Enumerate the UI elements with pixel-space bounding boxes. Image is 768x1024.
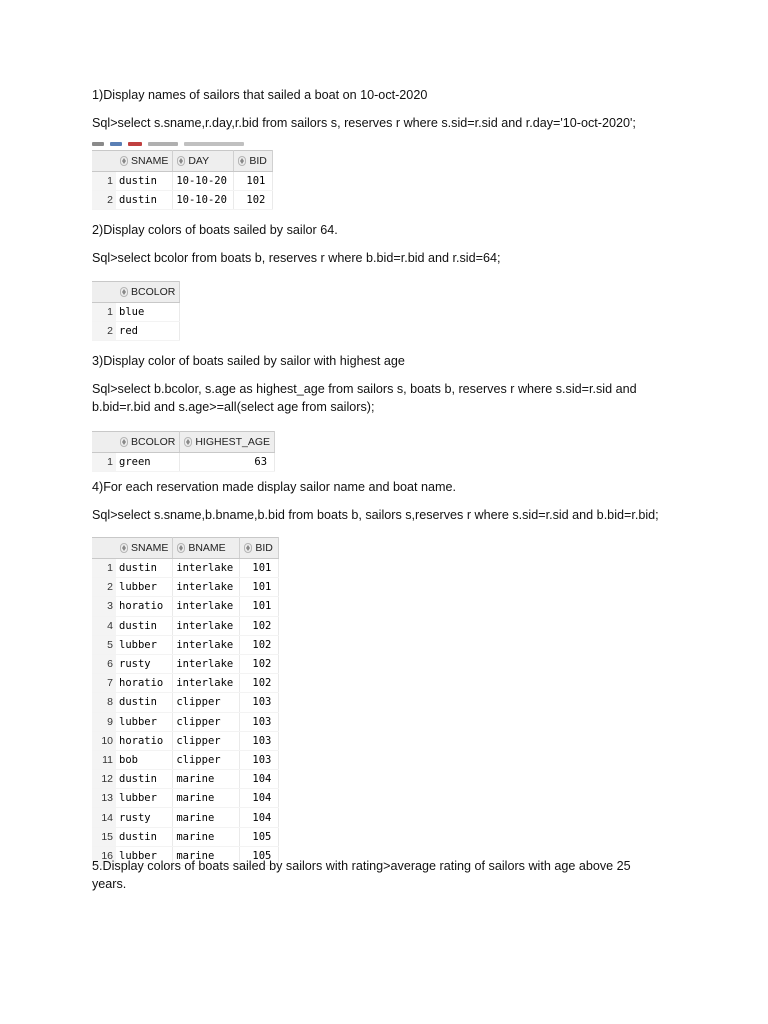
cell-bname: marine — [173, 789, 240, 808]
row-number: 14 — [92, 808, 116, 827]
column-header-label: BCOLOR — [131, 436, 176, 448]
result-table-4 — [92, 537, 279, 866]
cell-sname: dustin — [116, 827, 173, 846]
cell-day: 10-10-20 — [173, 191, 234, 210]
cell-bcolor: red — [116, 322, 180, 341]
question-1: 1)Display names of sailors that sailed a boat on 10-oct-2020 — [92, 88, 428, 102]
sort-icon — [184, 437, 192, 447]
table-row[interactable] — [92, 191, 273, 210]
sort-icon — [120, 156, 128, 166]
sort-icon — [177, 543, 185, 553]
table-row[interactable] — [92, 172, 273, 191]
sql-2: Sql>select bcolor from boats b, reserves r where b.bid=r.bid and r.sid=64; — [92, 251, 501, 265]
sort-icon — [120, 287, 128, 297]
table-row[interactable] — [92, 674, 279, 693]
row-number: 1 — [92, 172, 116, 191]
cell-day: 10-10-20 — [173, 172, 234, 191]
row-number-header — [92, 282, 116, 303]
cell-bid: 103 — [240, 731, 279, 750]
table-row[interactable] — [92, 731, 279, 750]
table-row[interactable] — [92, 827, 279, 846]
cell-bid: 102 — [234, 191, 273, 210]
cell-bid: 103 — [240, 693, 279, 712]
cell-bname: marine — [173, 770, 240, 789]
column-header-day[interactable] — [173, 151, 234, 172]
cell-bname: clipper — [173, 750, 240, 769]
cell-bid: 104 — [240, 789, 279, 808]
column-header-highest-age[interactable] — [180, 432, 275, 453]
cell-bname: clipper — [173, 731, 240, 750]
toolbar-icon — [92, 142, 104, 146]
cell-bcolor: green — [116, 453, 180, 472]
toolbar-icon — [110, 142, 122, 146]
row-number: 15 — [92, 827, 116, 846]
row-number: 1 — [92, 303, 116, 322]
column-header-sname[interactable] — [116, 538, 173, 559]
cell-bname: marine — [173, 827, 240, 846]
row-number: 13 — [92, 789, 116, 808]
cell-bid: 102 — [240, 654, 279, 673]
row-number: 11 — [92, 750, 116, 769]
cell-bid: 101 — [240, 597, 279, 616]
row-number: 2 — [92, 578, 116, 597]
cell-sname: dustin — [116, 616, 173, 635]
cell-sname: dustin — [116, 172, 173, 191]
cell-bid: 102 — [240, 616, 279, 635]
row-number-header — [92, 432, 116, 453]
cell-sname: dustin — [116, 559, 173, 578]
row-number: 10 — [92, 731, 116, 750]
cell-bid: 104 — [240, 770, 279, 789]
cell-sname: horatio — [116, 731, 173, 750]
column-header-label: HIGHEST_AGE — [195, 436, 271, 448]
column-header-label: BCOLOR — [131, 286, 176, 298]
row-number: 1 — [92, 453, 116, 472]
question-3: 3)Display color of boats sailed by sailor with highest age — [92, 354, 405, 368]
table-row[interactable] — [92, 597, 279, 616]
cell-sname: dustin — [116, 770, 173, 789]
row-number: 3 — [92, 597, 116, 616]
row-number: 4 — [92, 616, 116, 635]
cell-bname: interlake — [173, 674, 240, 693]
toolbar-icon — [184, 142, 244, 146]
row-number: 2 — [92, 322, 116, 341]
column-header-bname[interactable] — [173, 538, 240, 559]
table-row[interactable] — [92, 789, 279, 808]
cell-bid: 101 — [234, 172, 273, 191]
table-row[interactable] — [92, 770, 279, 789]
cell-sname: dustin — [116, 191, 173, 210]
cell-bname: interlake — [173, 559, 240, 578]
cell-bname: interlake — [173, 654, 240, 673]
cell-bid: 103 — [240, 750, 279, 769]
table-row[interactable] — [92, 635, 279, 654]
question-4: 4)For each reservation made display sailor name and boat name. — [92, 480, 457, 494]
cell-sname: horatio — [116, 674, 173, 693]
cell-bid: 105 — [240, 827, 279, 846]
cell-bid: 104 — [240, 808, 279, 827]
column-header-label: DAY — [188, 155, 210, 167]
row-number-header — [92, 538, 116, 559]
cell-sname: lubber — [116, 578, 173, 597]
cell-bid: 105 — [240, 846, 279, 865]
cell-sname: lubber — [116, 846, 173, 865]
cell-bname: interlake — [173, 635, 240, 654]
cell-bid: 101 — [240, 578, 279, 597]
row-number: 7 — [92, 674, 116, 693]
cell-sname: rusty — [116, 808, 173, 827]
sql-4: Sql>select s.sname,b.bname,b.bid from boats b, sailors s,reserves r where s.sid=r.sid and b.bid=r.bid; — [92, 508, 659, 522]
sql-1: Sql>select s.sname,r.day,r.bid from sailors s, reserves r where s.sid=r.sid and r.day='10-oct-2020'; — [92, 116, 636, 130]
row-number: 5 — [92, 635, 116, 654]
sql-3: Sql>select b.bcolor, s.age as highest_age from sailors s, boats b, reserves r where s.sid=r.sid and b.bid=r.bid and s.age>=all(select age from sailors); — [92, 382, 637, 414]
cell-sname: lubber — [116, 635, 173, 654]
cell-bid: 102 — [240, 635, 279, 654]
cell-bname: marine — [173, 808, 240, 827]
cell-bcolor: blue — [116, 303, 180, 322]
cell-bname: clipper — [173, 693, 240, 712]
cell-bname: marine — [173, 846, 240, 865]
result-table-3 — [92, 431, 275, 472]
sort-icon — [120, 543, 128, 553]
table-row[interactable] — [92, 578, 279, 597]
row-number: 8 — [92, 693, 116, 712]
table-row[interactable] — [92, 808, 279, 827]
cell-sname: bob — [116, 750, 173, 769]
row-number: 1 — [92, 559, 116, 578]
toolbar-strip — [92, 138, 280, 146]
table-row[interactable] — [92, 322, 180, 341]
cell-bid: 102 — [240, 674, 279, 693]
column-header-sname[interactable] — [116, 151, 173, 172]
cell-bname: clipper — [173, 712, 240, 731]
column-header-label: BNAME — [188, 542, 226, 554]
sort-icon — [238, 156, 246, 166]
toolbar-icon — [128, 142, 142, 146]
toolbar-icon — [148, 142, 178, 146]
table-row[interactable] — [92, 693, 279, 712]
column-header-label: SNAME — [131, 155, 169, 167]
cell-sname: lubber — [116, 789, 173, 808]
row-number: 9 — [92, 712, 116, 731]
row-number: 12 — [92, 770, 116, 789]
table-row[interactable] — [92, 750, 279, 769]
cell-sname: dustin — [116, 693, 173, 712]
sort-icon — [120, 437, 128, 447]
sort-icon — [177, 156, 185, 166]
row-number: 2 — [92, 191, 116, 210]
column-header-bcolor[interactable] — [116, 282, 180, 303]
table-header-row — [92, 432, 275, 453]
cell-sname: horatio — [116, 597, 173, 616]
cell-bname: interlake — [173, 616, 240, 635]
cell-sname: rusty — [116, 654, 173, 673]
row-number-header — [92, 151, 116, 172]
table-row[interactable] — [92, 453, 275, 472]
column-header-label: BID — [255, 542, 273, 554]
column-header-label: SNAME — [131, 542, 169, 554]
table-header-row — [92, 151, 273, 172]
table-header-row — [92, 538, 279, 559]
cell-bname: interlake — [173, 597, 240, 616]
column-header-bid[interactable] — [234, 151, 273, 172]
cell-sname: lubber — [116, 712, 173, 731]
row-number: 6 — [92, 654, 116, 673]
cell-bid: 103 — [240, 712, 279, 731]
table-row[interactable] — [92, 654, 279, 673]
cell-bname: interlake — [173, 578, 240, 597]
table-row[interactable] — [92, 559, 279, 578]
sort-icon — [244, 543, 252, 553]
result-table-2 — [92, 281, 180, 341]
cell-highest-age: 63 — [180, 453, 275, 472]
column-header-label: BID — [249, 155, 267, 167]
column-header-bcolor[interactable] — [116, 432, 180, 453]
result-table-1 — [92, 150, 273, 210]
table-row[interactable] — [92, 712, 279, 731]
question-5: 5.Display colors of boats sailed by sailors with rating>average rating of sailors with age above 25 years. — [92, 859, 631, 891]
cell-bid: 101 — [240, 559, 279, 578]
column-header-bid[interactable] — [240, 538, 279, 559]
question-2: 2)Display colors of boats sailed by sailor 64. — [92, 223, 338, 237]
table-row[interactable] — [92, 616, 279, 635]
row-number: 16 — [92, 846, 116, 865]
table-header-row — [92, 282, 180, 303]
table-row[interactable] — [92, 303, 180, 322]
